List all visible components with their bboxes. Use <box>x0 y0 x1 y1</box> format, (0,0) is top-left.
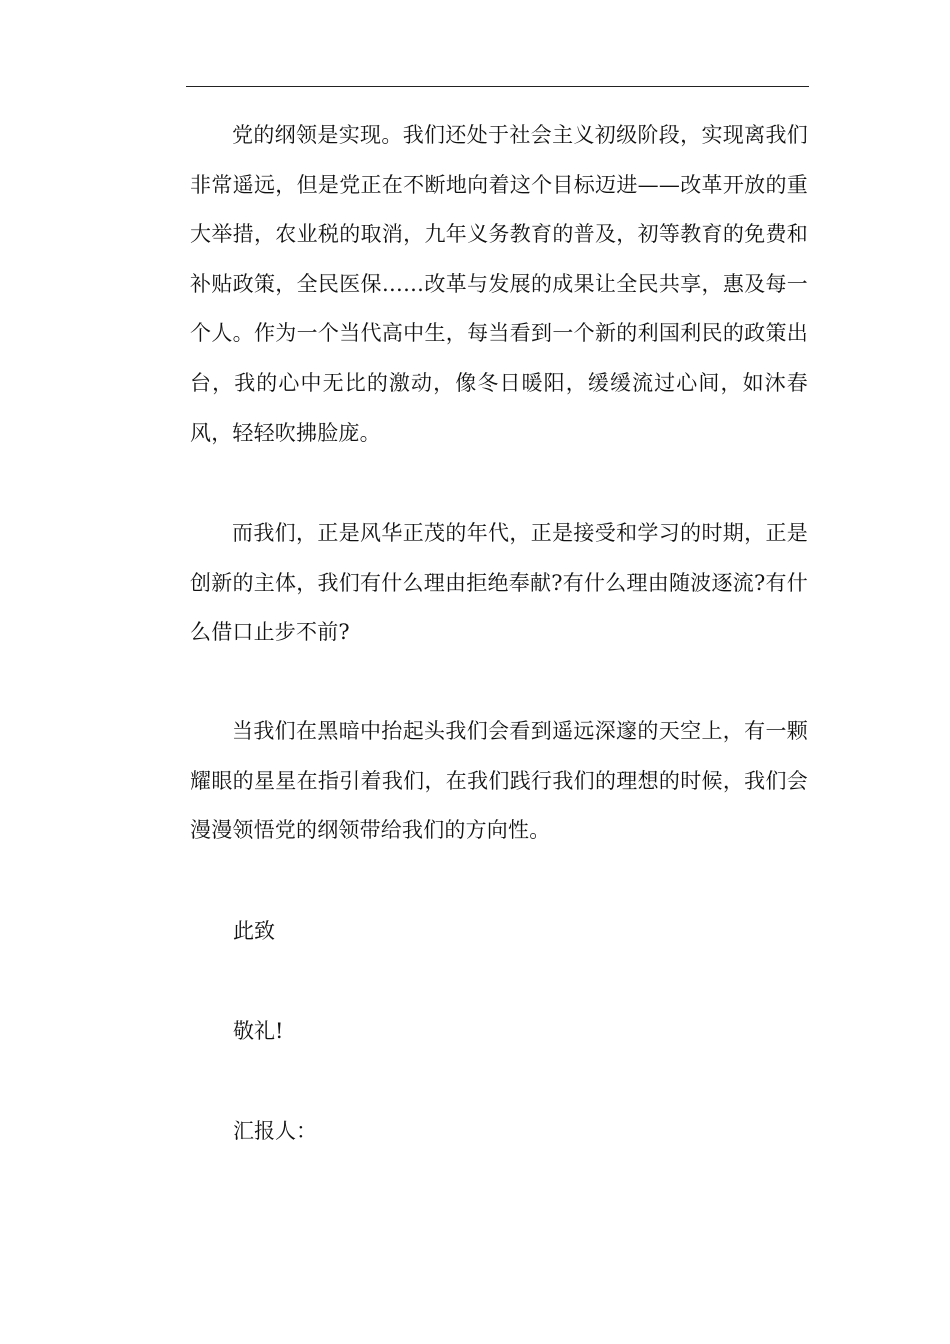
paragraph-guiding-star: 当我们在黑暗中抬起头我们会看到遥远深邃的天空上，有一颗耀眼的星星在指引着我们，在我们践行我们的理想的时候，我们会漫漫领悟党的纲领带给我们的方向性。 <box>190 719 808 843</box>
reporter-label: 汇报人： <box>233 1119 317 1143</box>
paragraph-party-program: 党的纲领是实现。我们还处于社会主义初级阶段，实现离我们非常遥远，但是党正在不断地向着这个目标迈进——改革开放的重大举措，农业税的取消，九年义务教育的普及，初等教育的免费和补贴政策，全民医保……改革与发展的成果让全民共享，惠及每一个人。作为一个当代高中生，每当看到一个新的利国利民的政策出台，我的心中无比的激动，像冬日暖阳，缓缓流过心间，如沐春风，轻轻吹拂脸庞。 <box>190 123 808 445</box>
paragraph-youth-dedication: 而我们，正是风华正茂的年代，正是接受和学习的时期，正是创新的主体，我们有什么理由拒绝奉献?有什么理由随波逐流?有什么借口止步不前? <box>190 521 808 645</box>
closing-regards: 敬礼! <box>233 1019 284 1043</box>
closing-salutation: 此致 <box>233 919 275 943</box>
header-rule <box>186 86 809 87</box>
